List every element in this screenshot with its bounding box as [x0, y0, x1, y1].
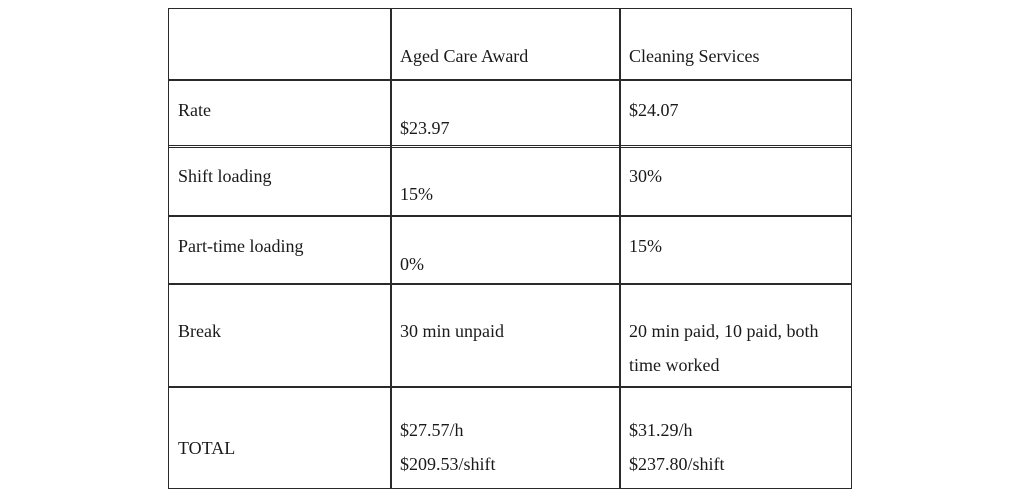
- cell-rate-cleaning: [619, 79, 852, 148]
- row-label-break: Break: [178, 321, 221, 341]
- row-label-shift-loading: Shift loading: [178, 166, 272, 186]
- cell-break-aged-care: [390, 283, 621, 388]
- value-shift-loading-aged-care: 15%: [400, 184, 433, 204]
- cell-shift-loading-aged-care: [390, 145, 621, 217]
- row-label-cell-rate: [168, 79, 392, 148]
- value-rate-cleaning: $24.07: [629, 100, 679, 120]
- header-cell-aged-care: [390, 8, 621, 81]
- cell-rate-aged-care: [390, 79, 621, 148]
- header-aged-care: Aged Care Award: [400, 46, 529, 66]
- value-total-cleaning-hourly: $31.29/h: [629, 420, 693, 440]
- comparison-table: [168, 8, 852, 489]
- row-label-cell-break: [168, 283, 392, 388]
- row-label-cell-part-time-loading: [168, 215, 392, 285]
- value-total-cleaning-shift: $237.80/shift: [629, 454, 725, 474]
- row-label-total: TOTAL: [178, 438, 236, 458]
- header-cell-cleaning: [619, 8, 852, 81]
- cell-part-time-aged-care: [390, 215, 621, 285]
- value-part-time-aged-care: 0%: [400, 254, 424, 274]
- header-cell-empty: [168, 8, 392, 81]
- cell-total-cleaning: [619, 386, 852, 489]
- cell-part-time-cleaning: [619, 215, 852, 285]
- value-break-aged-care: 30 min unpaid: [400, 321, 504, 341]
- cell-break-cleaning: [619, 283, 852, 388]
- value-rate-aged-care: $23.97: [400, 118, 450, 138]
- header-cleaning: Cleaning Services: [629, 46, 760, 66]
- value-break-cleaning-line-2: time worked: [629, 355, 720, 375]
- row-label-rate: Rate: [178, 100, 211, 120]
- value-shift-loading-cleaning: 30%: [629, 166, 662, 186]
- value-total-aged-care-shift: $209.53/shift: [400, 454, 496, 474]
- cell-total-aged-care: [390, 386, 621, 489]
- value-part-time-cleaning: 15%: [629, 236, 662, 256]
- row-label-cell-shift-loading: [168, 145, 392, 217]
- row-label-part-time-loading: Part-time loading: [178, 236, 304, 256]
- value-break-cleaning-line-1: 20 min paid, 10 paid, both: [629, 321, 819, 341]
- cell-shift-loading-cleaning: [619, 145, 852, 217]
- row-label-cell-total: [168, 386, 392, 489]
- value-total-aged-care-hourly: $27.57/h: [400, 420, 464, 440]
